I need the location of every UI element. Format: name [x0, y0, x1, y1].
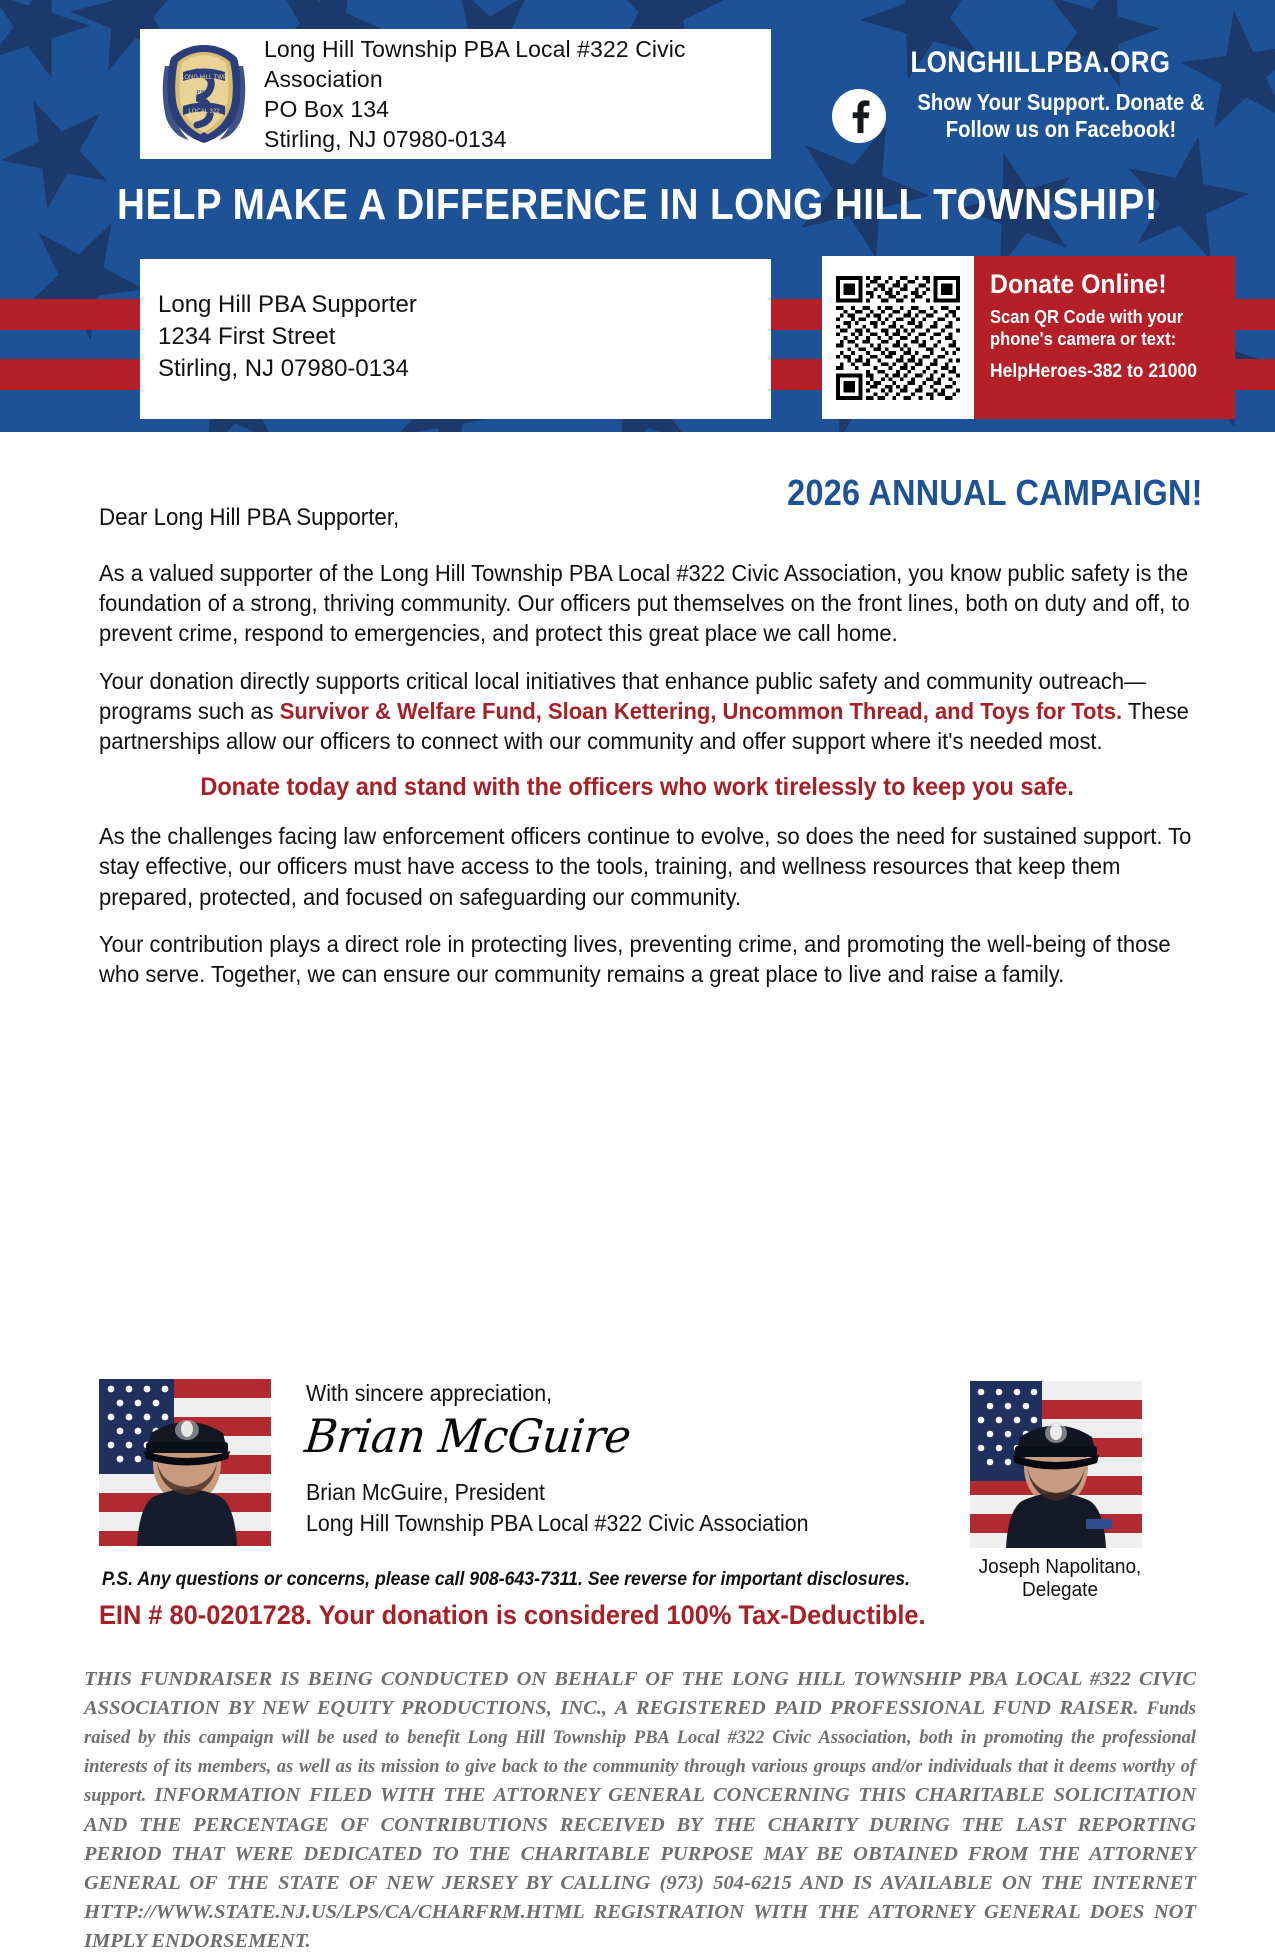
ein-tax-line: EIN # 80-0201728. Your donation is considered 100% Tax-Deductible. — [99, 1600, 926, 1630]
facebook-promo-block — [826, 46, 1236, 156]
return-address-text — [250, 33, 686, 155]
signature-intro: With sincere appreciation, — [306, 1380, 553, 1406]
pba-badge-icon — [158, 42, 250, 146]
signature-block — [302, 1380, 846, 1538]
page-headline: HELP MAKE A DIFFERENCE IN LONG HILL TOWNSHIP! — [117, 180, 1158, 229]
paragraph-3: As the challenges facing law enforcement officers continue to evolve, so does the need for sustained support. To stay effective, our officers must have access to the tools, training, and wellness resources that keep them prepared, protected, and focused on safeguarding our community. — [99, 823, 1192, 910]
salutation: Dear Long Hill PBA Supporter, — [99, 504, 400, 531]
paragraph-4: Your contribution plays a direct role in protecting lives, preventing crime, and promoting the well-being of those who serve. Together, we can ensure our community remains a great place to live and raise a family. — [99, 930, 1171, 987]
svg-text:LONG HILL TWP: LONG HILL TWP — [180, 75, 228, 81]
qr-code-icon[interactable] — [836, 276, 960, 400]
recipient-address-window — [140, 259, 771, 419]
qr-instruction-line1: Scan QR Code with your — [990, 306, 1184, 327]
donate-online-title: Donate Online! — [990, 269, 1167, 299]
pba-badge-svg — [161, 42, 247, 146]
svg-text:P.B.A.: P.B.A. — [196, 90, 212, 96]
president-photo — [99, 1379, 271, 1546]
delegate-photo — [970, 1381, 1142, 1548]
qr-instruction-line2: phone's camera or text: — [990, 328, 1177, 349]
org-name-line2: Association — [264, 66, 383, 93]
org-name-line1: Long Hill Township PBA Local #322 Civic — [264, 36, 686, 63]
facebook-cta-line2: Follow us on Facebook! — [945, 116, 1177, 143]
facebook-cta-text — [907, 89, 1215, 143]
sms-donate-code: HelpHeroes-382 to 21000 — [990, 360, 1197, 382]
paragraph-1: As a valued supporter of the Long Hill Township PBA Local #322 Civic Association, you know public safety is the foundation of a strong, thriving community. Our officers put themselves on the front lines, both on duty and off, to prevent crime, respond to emergencies, and protect this great place we call home. — [99, 560, 1190, 647]
president-photo-svg — [99, 1379, 271, 1546]
po-box-line: PO Box 134 — [264, 96, 390, 122]
donate-callout: Donate today and stand with the officers who work tirelessly to keep you safe. — [200, 773, 1074, 802]
campaign-title: 2026 ANNUAL CAMPAIGN! — [787, 472, 1203, 513]
svg-text:LOCAL 322: LOCAL 322 — [188, 109, 220, 115]
qr-instruction-text — [990, 307, 1215, 351]
legal-disclosure — [84, 1665, 1196, 1956]
recipient-street: 1234 First Street — [158, 322, 336, 350]
facebook-cta-row[interactable] — [826, 89, 1236, 143]
delegate-caption: Joseph Napolitano, Delegate — [978, 1556, 1142, 1601]
disclosure-part-1: THIS FUNDRAISER IS BEING CONDUCTED ON BEHALF OF THE LONG HILL TOWNSHIP PBA LOCAL #322 CIVIC ASSOCIATION BY NEW EQUITY PRODUCTIONS, INC., A REGISTERED PAID PROFESSIONAL FUND RAISER. — [84, 1668, 1196, 1720]
disclosure-part-2: Funds raised by this campaign will be used to benefit Long Hill Township PBA Local #322 Civic Association, both in promoting the professional interests of its members, as well as its mission to give back to the community through various groups and/or individuals that it deems worthy of support. — [84, 1699, 1196, 1807]
qr-code-container[interactable] — [822, 256, 974, 419]
letter-paragraphs — [99, 558, 1204, 1006]
delegate-photo-svg — [970, 1381, 1142, 1548]
recipient-name: Long Hill PBA Supporter — [158, 291, 417, 318]
facebook-icon[interactable] — [832, 89, 886, 143]
recipient-city-state-zip: Stirling, NJ 07980-0134 — [158, 354, 409, 382]
paragraph-2-after: These partnerships allow our officers to connect with our community and offer support where it's needed most. — [99, 697, 1189, 754]
handwritten-signature: Brian McGuire — [302, 1409, 634, 1463]
facebook-glyph — [844, 99, 874, 133]
donate-online-panel[interactable] — [822, 256, 1235, 419]
website-url[interactable]: LONGHILLPBA.ORG — [910, 46, 1171, 79]
signer-organization: Long Hill Township PBA Local #322 Civic Association — [306, 1509, 809, 1536]
program-names-highlight: Survivor & Welfare Fund, Sloan Kettering, Uncommon Thread, and Toys for Tots. — [279, 697, 1123, 724]
donate-instructions — [974, 256, 1235, 419]
facebook-cta-line1: Show Your Support. Donate & — [917, 89, 1205, 115]
paragraph-2-before: Your donation directly supports critical local initiatives that enhance public safety and community outreach—programs such as — [99, 667, 1147, 724]
return-address-window — [140, 29, 771, 159]
paragraph-2 — [99, 666, 1202, 757]
recipient-address-text — [158, 289, 771, 385]
disclosure-part-3: INFORMATION FILED WITH THE ATTORNEY GENERAL CONCERNING THIS CHARITABLE SOLICITATION AND THE PERCENTAGE OF CONTRIBUTIONS RECEIVED BY THE CHARITY DURING THE LAST REPORTING PERIOD THAT WERE DEDICATED TO THE CHARITABLE PURPOSE MAY BE OBTAINED FROM THE ATTORNEY GENERAL OF THE STATE OF NEW JERSEY BY CALLING (973) 504-6215 AND IS AVAILABLE ON THE INTERNET HTTP://WWW.STATE.NJ.US/LPS/CA/CHARFRM.HTML REGISTRATION WITH THE ATTORNEY GENERAL DOES NOT IMPLY ENDORSEMENT. — [84, 1784, 1196, 1952]
signer-name-title: Brian McGuire, President — [306, 1479, 545, 1505]
ps-line: P.S. Any questions or concerns, please call 908-643-7311. See reverse for important disclosures. — [102, 1569, 910, 1590]
return-city-state-zip: Stirling, NJ 07980-0134 — [264, 125, 507, 152]
